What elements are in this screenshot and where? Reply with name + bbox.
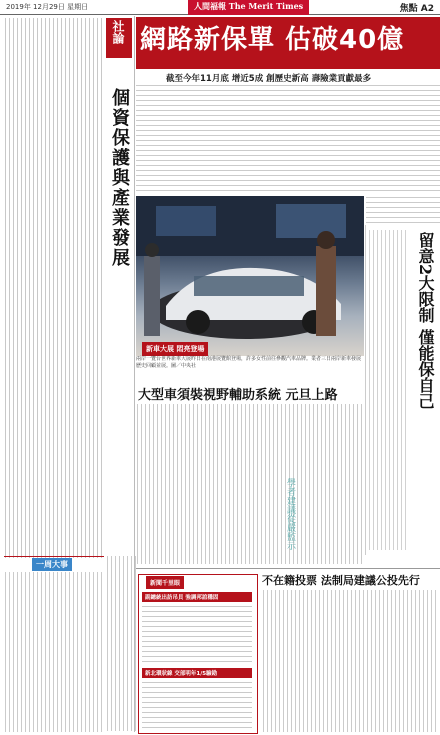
lead-story-body [136,84,440,194]
photo-label: 新車大展 悶亮登場 [142,342,208,356]
editorial-title: 個資保護與產業發展 [109,88,130,268]
section-name: 焦點 [399,4,418,14]
brief-2-title-text: 新北環狀線 交部明年1/5驗勘 [145,671,218,677]
side-story-body [368,230,408,550]
brief-1-title-text: 副總統出訪吊貝 強調邦誼穩固 [145,595,219,601]
bottom-story-body [262,590,436,732]
news-briefs-label: 新聞千里眼 [146,576,184,589]
column-box-label: 一周大事 [32,558,72,571]
page-number: A2 [420,4,434,14]
quote-strip: 學者建議從嚴監示 [285,478,295,550]
issue-date: 2019年 12月29日 星期日 [6,3,89,11]
auto-show-photo [136,196,364,356]
main-story-headline: 大型車須裝視野輔助系統 元旦上路 [138,388,338,403]
main-story-body [136,404,362,564]
divider-lead [136,568,440,569]
brief-2-body [142,681,252,729]
side-story-title: 留意2大限制 僅能保自己 [416,232,435,409]
column-body-mid [106,556,136,731]
lead-headline: 網路新保單 估破40億 [140,25,405,55]
masthead-logo: 人間福報 The Merit Times [188,0,309,15]
photo-illustration [136,196,364,356]
bottom-story-headline: 不在籍投票 法制局建議公投先行 [262,574,420,587]
page-section [400,1,434,14]
lead-subhead: 截至今年11月底 增近5成 創歷史新高 壽險業貢獻最多 [166,74,372,84]
column-box-body [4,572,104,732]
brief-1-body [142,605,252,665]
editorial-body-text [4,18,104,558]
editorial-tag: 社論 [111,20,125,44]
divider-left [134,16,135,732]
photo-caption: 兩岸一覽台世界新車大展昨日在南港展覽館登場，許多女性前往參觀汽車品牌。業者三日兩岸新車發展歷史回顧並展。圖／中央社 [136,356,362,369]
lead-right-text [366,196,440,224]
